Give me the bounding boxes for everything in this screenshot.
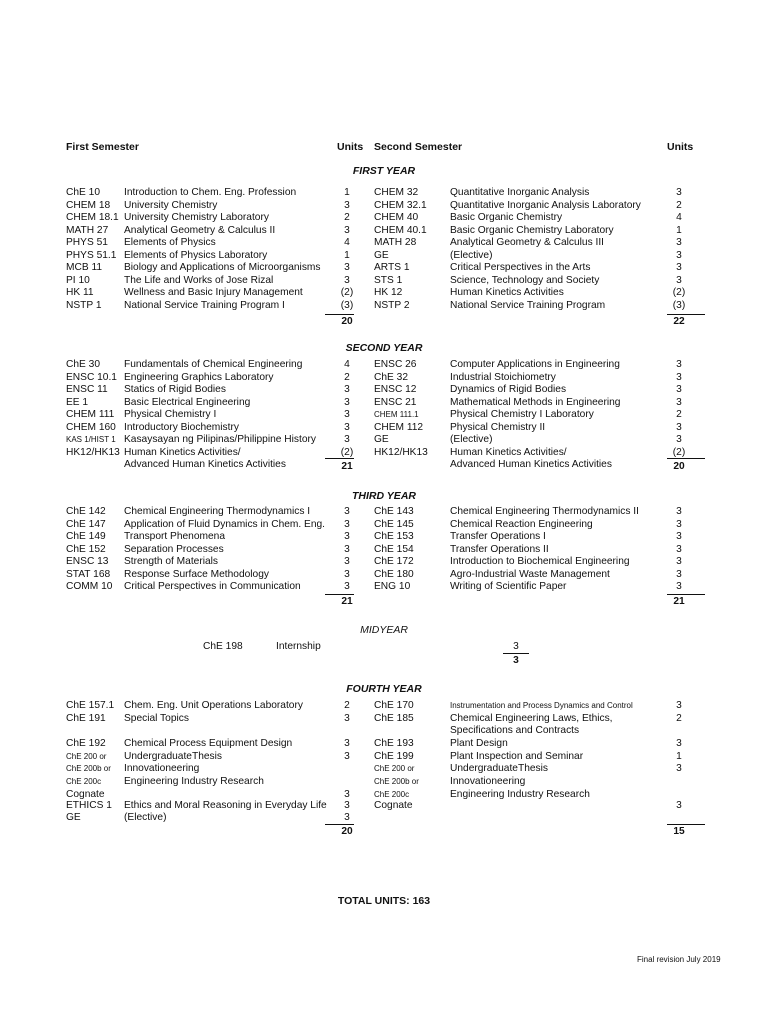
- second-sem-course-name: Science, Technology and Society: [450, 274, 600, 286]
- first-sem-course-units: 4: [344, 359, 350, 370]
- second-sem-course-name: Plant Inspection and Seminar: [450, 751, 584, 762]
- second-sem-course-code: CHEM 40: [374, 212, 419, 224]
- first-sem-course-code: ChE 30: [66, 359, 100, 370]
- first-sem-course-name: Basic Electrical Engineering: [124, 396, 251, 408]
- year-title: FIRST YEAR: [352, 165, 416, 177]
- first-sem-course-units: 3: [344, 800, 350, 811]
- first-sem-course-name: Statics of Rigid Bodies: [124, 384, 226, 396]
- first-sem-course-name: Biology and Applications of Microorganisms: [124, 262, 321, 274]
- second-sem-course-code: CHEM 40.1: [374, 224, 427, 236]
- first-sem-course-units: 3: [344, 568, 350, 580]
- first-sem-course-units: 3: [344, 556, 350, 568]
- second-sem-course-code: Cognate: [374, 800, 413, 811]
- first-sem-total-rule: [325, 824, 354, 825]
- second-sem-course-name: Chemical Engineering Laws, Ethics,: [450, 713, 613, 724]
- second-sem-course-name: UndergraduateThesis: [450, 763, 548, 774]
- second-sem-course-units: 3: [676, 384, 682, 396]
- first-sem-course-units: 3: [344, 409, 350, 421]
- first-sem-course-code: ENSC 10.1: [66, 371, 117, 383]
- first-sem-course-code: MATH 27: [66, 224, 109, 236]
- first-sem-course-name: UndergraduateThesis: [124, 751, 222, 762]
- first-sem-course-name: Introductory Biochemistry: [124, 421, 239, 433]
- second-sem-course-name: Industrial Stoichiometry: [450, 371, 556, 383]
- second-sem-course-code: CHEM 111.1: [374, 410, 419, 420]
- second-sem-course-name: Basic Organic Chemistry: [450, 212, 563, 224]
- total-units: TOTAL UNITS: 163: [337, 895, 431, 907]
- second-sem-course-code: ARTS 1: [374, 262, 410, 274]
- first-sem-course-code: NSTP 1: [66, 299, 102, 311]
- second-sem-course-code: ChE 143: [374, 506, 414, 517]
- first-sem-course-units: 3: [344, 421, 350, 433]
- second-sem-course-units: (3): [672, 299, 686, 311]
- first-sem-course-units: 3: [344, 789, 350, 800]
- second-sem-course-name: Engineering Industry Research: [450, 789, 590, 800]
- year-title: SECOND YEAR: [345, 342, 423, 354]
- first-sem-course-name: Elements of Physics Laboratory: [124, 249, 268, 261]
- first-sem-course-name: University Chemistry Laboratory: [124, 212, 269, 224]
- second-sem-course-name: Computer Applications in Engineering: [450, 359, 620, 370]
- second-sem-course-units: (2): [672, 446, 686, 458]
- second-sem-course-name: Transfer Operations II: [450, 543, 549, 555]
- second-sem-course-code: STS 1: [374, 274, 403, 286]
- second-sem-course-name: Basic Organic Chemistry Laboratory: [450, 224, 614, 236]
- second-sem-course-code: ChE 172: [374, 556, 414, 568]
- units-header: Units: [337, 141, 364, 153]
- first-sem-course-name: Engineering Graphics Laboratory: [124, 371, 274, 383]
- units-header-2: Units: [667, 141, 694, 153]
- second-sem-course-code: ChE 170: [374, 700, 414, 711]
- second-sem-course-units: 2: [676, 409, 682, 421]
- second-sem-course-code: HK12/HK13: [374, 446, 428, 458]
- second-sem-course-units: 3: [676, 421, 682, 433]
- second-sem-course-name: Dynamics of Rigid Bodies: [450, 384, 567, 396]
- second-sem-course-units: 1: [676, 224, 682, 236]
- second-sem-course-name: Human Kinetics Activities: [450, 287, 564, 299]
- second-sem-course-code: GE: [374, 249, 389, 261]
- first-sem-course-units: 3: [344, 396, 350, 408]
- second-sem-course-name: Chemical Reaction Engineering: [450, 518, 593, 530]
- first-sem-course-units: 3: [344, 713, 350, 724]
- first-sem-course-name: Critical Perspectives in Communication: [124, 581, 301, 593]
- second-sem-course-units: 3: [676, 359, 682, 370]
- second-sem-course-code: ChE 199: [374, 751, 414, 762]
- midyear-course-code: ChE 198: [203, 641, 243, 652]
- first-sem-course-name: National Service Training Program I: [124, 299, 285, 311]
- first-sem-course-units: 3: [344, 434, 350, 446]
- second-sem-course-name: (Elective): [450, 249, 493, 261]
- first-sem-course-name: Separation Processes: [124, 543, 224, 555]
- first-sem-course-units: (3): [340, 299, 354, 311]
- second-sem-course-code: ChE 180: [374, 568, 414, 580]
- first-sem-course-code: ChE 200 or: [66, 752, 107, 761]
- first-sem-course-units: (2): [340, 287, 354, 299]
- second-sem-course-name: National Service Training Program: [450, 299, 606, 311]
- first-sem-course-name: Strength of Materials: [124, 556, 218, 568]
- second-sem-course-name: Quantitative Inorganic Analysis Laboratory: [450, 199, 641, 211]
- midyear-units: 3: [513, 641, 519, 652]
- second-sem-course-name: Physical Chemistry II: [450, 421, 546, 433]
- first-sem-course-units: 1: [344, 249, 350, 261]
- first-sem-course-code: PI 10: [66, 274, 90, 286]
- second-sem-course-units: 3: [676, 262, 682, 274]
- second-sem-total: 20: [673, 461, 685, 472]
- midyear-total-rule: [503, 653, 529, 654]
- first-sem-course-code: ChE 200c: [66, 777, 102, 786]
- first-sem-course-name: Analytical Geometry & Calculus II: [124, 224, 276, 236]
- second-sem-course-code: ChE 145: [374, 518, 414, 530]
- first-sem-course-code: KAS 1/HIST 1: [66, 435, 116, 445]
- first-sem-course-name: Fundamentals of Chemical Engineering: [124, 359, 303, 370]
- first-sem-course-code: ENSC 13: [66, 556, 109, 568]
- midyear-total: 3: [513, 655, 519, 666]
- second-sem-course-units: 3: [676, 581, 682, 593]
- first-sem-course-code: GE: [66, 812, 81, 823]
- second-sem-course-units: 3: [676, 738, 682, 749]
- second-sem-course-units: 2: [676, 199, 682, 211]
- first-sem-course-name: Chemical Process Equipment Design: [124, 738, 293, 749]
- first-sem-course-code: ChE 142: [66, 506, 106, 517]
- second-sem-course-units: (2): [672, 287, 686, 299]
- second-sem-course-name: Analytical Geometry & Calculus III: [450, 237, 605, 249]
- first-sem-course-name: Elements of Physics: [124, 237, 216, 249]
- first-sem-course-code: CHEM 18.1: [66, 212, 119, 224]
- second-sem-course-name: Chemical Engineering Thermodynamics II: [450, 506, 639, 517]
- first-sem-course-code: STAT 168: [66, 568, 111, 580]
- first-sem-course-name: Kasaysayan ng Pilipinas/Philippine History: [124, 434, 316, 446]
- second-sem-course-units: 4: [676, 212, 682, 224]
- first-sem-course-code: ChE 192: [66, 738, 106, 749]
- second-sem-total-rule: [667, 458, 705, 459]
- first-sem-course-name: Introduction to Chem. Eng. Profession: [124, 187, 297, 198]
- second-sem-course-units: 3: [676, 506, 682, 517]
- first-sem-total: 21: [341, 596, 353, 607]
- second-sem-course-units: 3: [676, 763, 682, 774]
- first-sem-total-rule: [325, 594, 354, 595]
- second-sem-course-units: 1: [676, 751, 682, 762]
- first-sem-total-rule: [325, 458, 354, 459]
- midyear-course-name: Internship: [276, 641, 321, 652]
- second-sem-course-name: Physical Chemistry I Laboratory: [450, 409, 594, 421]
- second-sem-total-rule: [667, 314, 705, 315]
- second-sem-course-name: Critical Perspectives in the Arts: [450, 262, 591, 274]
- second-sem-course-units: 3: [676, 700, 682, 711]
- second-sem-course-name: Human Kinetics Activities/: [450, 446, 567, 458]
- first-sem-course-name: Human Kinetics Activities/: [124, 446, 241, 458]
- second-sem-course-code: HK 12: [374, 287, 403, 299]
- second-semester-header: Second Semester: [374, 141, 463, 153]
- first-sem-course-name: Special Topics: [124, 713, 189, 724]
- first-sem-course-code: Cognate: [66, 789, 105, 800]
- first-sem-total-rule: [325, 314, 354, 315]
- second-sem-total: 21: [673, 596, 685, 607]
- first-sem-course-code: PHYS 51: [66, 237, 108, 249]
- second-sem-course-code: ENG 10: [374, 581, 411, 593]
- first-sem-course-units: 1: [344, 187, 350, 198]
- second-sem-course-name: (Elective): [450, 434, 493, 446]
- second-sem-course-units: 3: [676, 568, 682, 580]
- first-sem-course-units: 2: [344, 371, 350, 383]
- second-sem-course-code: MATH 28: [374, 237, 417, 249]
- first-sem-course-units: 2: [344, 700, 350, 711]
- first-sem-total: 20: [341, 826, 353, 837]
- second-sem-course-name: Innovationeering: [450, 776, 526, 787]
- first-sem-course-code: ChE 191: [66, 713, 106, 724]
- first-sem-course-code: ChE 157.1: [66, 700, 115, 711]
- first-sem-course-code: HK 11: [66, 287, 94, 299]
- first-sem-course-code: PHYS 51.1: [66, 249, 117, 261]
- first-sem-course-units: 4: [344, 237, 350, 249]
- second-sem-course-code: ENSC 21: [374, 396, 417, 408]
- first-sem-course-name: Advanced Human Kinetics Activities: [124, 459, 286, 471]
- second-sem-course-code: ChE 200b or: [374, 777, 419, 786]
- year-title: FOURTH YEAR: [346, 683, 422, 695]
- second-sem-course-units: 3: [676, 371, 682, 383]
- second-sem-course-code: CHEM 32: [374, 187, 419, 198]
- first-sem-course-name: Physical Chemistry I: [124, 409, 217, 421]
- second-sem-course-name: Agro-Industrial Waste Management: [450, 568, 610, 580]
- first-sem-course-units: 2: [344, 212, 350, 224]
- first-sem-course-code: ChE 10: [66, 187, 100, 198]
- first-sem-course-code: ChE 149: [66, 531, 106, 543]
- second-sem-total: 15: [673, 826, 685, 837]
- second-sem-course-name: Specifications and Contracts: [450, 725, 580, 736]
- first-sem-course-code: EE 1: [66, 396, 89, 408]
- second-sem-course-units: 3: [676, 800, 682, 811]
- second-sem-course-code: ENSC 12: [374, 384, 417, 396]
- second-sem-course-code: GE: [374, 434, 389, 446]
- second-sem-total-rule: [667, 594, 705, 595]
- second-sem-course-units: 3: [676, 556, 682, 568]
- second-sem-course-code: ChE 200c: [374, 790, 410, 799]
- second-sem-course-units: 3: [676, 543, 682, 555]
- first-sem-course-code: ETHICS 1: [66, 800, 112, 811]
- second-sem-course-code: ChE 193: [374, 738, 414, 749]
- first-sem-course-name: Response Surface Methodology: [124, 568, 269, 580]
- second-sem-course-code: ChE 154: [374, 543, 414, 555]
- first-sem-course-units: 3: [344, 274, 350, 286]
- second-sem-course-name: Quantitative Inorganic Analysis: [450, 187, 590, 198]
- first-sem-course-code: MCB 11: [66, 262, 103, 274]
- first-sem-course-name: Chemical Engineering Thermodynamics I: [124, 506, 311, 517]
- second-sem-course-code: ChE 153: [374, 531, 414, 543]
- first-sem-course-code: ENSC 11: [66, 384, 108, 396]
- first-sem-course-name: Ethics and Moral Reasoning in Everyday Life: [124, 800, 327, 811]
- second-sem-course-code: ChE 200 or: [374, 764, 415, 773]
- second-sem-course-units: 3: [676, 434, 682, 446]
- first-sem-course-code: CHEM 18: [66, 199, 111, 211]
- second-sem-course-units: 2: [676, 713, 682, 724]
- second-sem-course-name: Plant Design: [450, 738, 508, 749]
- first-sem-course-units: 3: [344, 199, 350, 211]
- second-sem-course-units: 3: [676, 531, 682, 543]
- second-sem-course-units: 3: [676, 274, 682, 286]
- first-sem-course-units: 3: [344, 506, 350, 517]
- first-sem-course-code: CHEM 111: [66, 409, 115, 421]
- second-sem-course-code: ChE 185: [374, 713, 414, 724]
- first-sem-course-name: Chem. Eng. Unit Operations Laboratory: [124, 700, 303, 711]
- second-sem-course-units: 3: [676, 396, 682, 408]
- first-sem-course-units: 3: [344, 738, 350, 749]
- second-sem-course-name: Introduction to Biochemical Engineering: [450, 556, 630, 568]
- first-sem-course-units: 3: [344, 384, 350, 396]
- first-sem-course-code: COMM 10: [66, 581, 113, 593]
- first-sem-course-name: Innovationeering: [124, 763, 200, 774]
- first-semester-header: First Semester: [66, 141, 139, 153]
- year-title: THIRD YEAR: [352, 490, 416, 502]
- second-sem-course-code: ENSC 26: [374, 359, 417, 370]
- first-sem-course-name: The Life and Works of Jose Rizal: [124, 274, 274, 286]
- second-sem-course-name: Instrumentation and Process Dynamics and Control: [450, 701, 633, 710]
- second-sem-course-units: 3: [676, 518, 682, 530]
- first-sem-course-units: 3: [344, 543, 350, 555]
- second-sem-course-code: NSTP 2: [374, 299, 410, 311]
- first-sem-course-name: Engineering Industry Research: [124, 776, 264, 787]
- first-sem-course-name: University Chemistry: [124, 199, 218, 211]
- first-sem-course-units: 3: [344, 751, 350, 762]
- second-sem-course-units: 3: [676, 237, 682, 249]
- second-sem-course-name: Writing of Scientific Paper: [450, 581, 567, 593]
- first-sem-course-name: (Elective): [124, 812, 167, 823]
- second-sem-course-name: Mathematical Methods in Engineering: [450, 396, 621, 408]
- first-sem-course-code: ChE 200b or: [66, 764, 111, 773]
- first-sem-course-units: 3: [344, 224, 350, 236]
- second-sem-course-units: 3: [676, 187, 682, 198]
- midyear-title: MIDYEAR: [360, 624, 408, 636]
- revision-note: Final revision July 2019: [637, 955, 721, 964]
- first-sem-course-code: CHEM 160: [66, 421, 116, 433]
- second-sem-course-name: Advanced Human Kinetics Activities: [450, 459, 612, 471]
- first-sem-total: 20: [341, 316, 353, 327]
- first-sem-course-units: 3: [344, 581, 350, 593]
- first-sem-course-code: ChE 147: [66, 518, 106, 530]
- first-sem-course-name: Wellness and Basic Injury Management: [124, 287, 303, 299]
- second-sem-course-name: Transfer Operations I: [450, 531, 546, 543]
- second-sem-course-code: CHEM 112: [374, 421, 424, 433]
- second-sem-total-rule: [667, 824, 705, 825]
- first-sem-course-units: (2): [340, 446, 354, 458]
- first-sem-course-units: 3: [344, 531, 350, 543]
- second-sem-course-units: 3: [676, 249, 682, 261]
- first-sem-course-units: 3: [344, 812, 350, 823]
- first-sem-course-units: 3: [344, 262, 350, 274]
- first-sem-course-name: Application of Fluid Dynamics in Chem. Eng.: [124, 518, 326, 530]
- first-sem-course-code: ChE 152: [66, 543, 106, 555]
- second-sem-course-code: CHEM 32.1: [374, 199, 427, 211]
- second-sem-total: 22: [673, 316, 685, 327]
- first-sem-course-name: Transport Phenomena: [124, 531, 225, 543]
- second-sem-course-code: ChE 32: [374, 371, 408, 383]
- first-sem-course-units: 3: [344, 518, 350, 530]
- first-sem-total: 21: [341, 461, 353, 472]
- first-sem-course-code: HK12/HK13: [66, 446, 120, 458]
